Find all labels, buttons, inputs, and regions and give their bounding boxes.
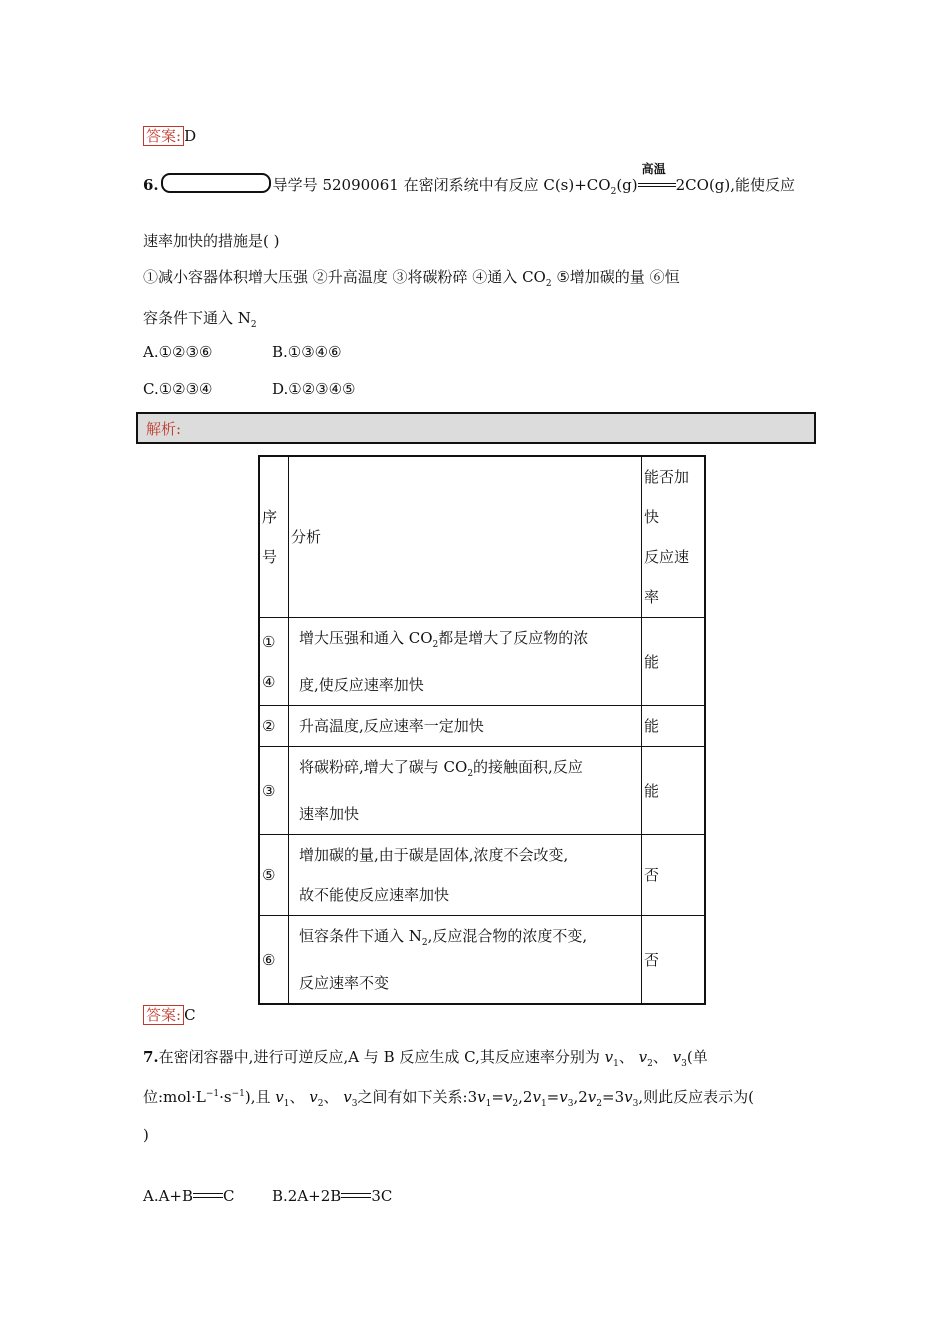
superscript: −1 bbox=[231, 1089, 245, 1099]
stem-text: 之间有如下关系:3 bbox=[357, 1088, 478, 1106]
answer-value: C bbox=[184, 1006, 196, 1024]
row-number: ⑤ bbox=[259, 835, 289, 916]
choice-b: B.①③④⑥ bbox=[272, 343, 342, 361]
row-result: 能 bbox=[642, 747, 706, 835]
stem-text: 位:mol·L bbox=[143, 1088, 206, 1106]
analysis-table bbox=[258, 455, 706, 1005]
q7-choice-a bbox=[143, 1187, 235, 1205]
subscript: 2 bbox=[432, 640, 439, 650]
velocity-symbol: v bbox=[587, 1088, 597, 1106]
separator: 、 bbox=[618, 1048, 634, 1066]
answer-prev-row bbox=[143, 127, 196, 145]
q6-stem-line2: 速率加快的措施是( ) bbox=[143, 232, 280, 250]
velocity-symbol: v bbox=[343, 1088, 352, 1106]
choice-text: B.2A+2B bbox=[272, 1187, 342, 1205]
q7-stem-line3: ) bbox=[143, 1126, 149, 1144]
header-text: 率 bbox=[644, 588, 660, 606]
header-text: 号 bbox=[262, 548, 278, 566]
equals-sign bbox=[638, 183, 676, 187]
header-result bbox=[642, 456, 706, 618]
header-text: 能否加 bbox=[644, 468, 690, 486]
choice-c: C.①②③④ bbox=[143, 380, 213, 398]
row-analysis-line: 反应速率不变 bbox=[299, 974, 390, 992]
row-analysis: 升高温度,反应速率一定加快 bbox=[289, 706, 642, 747]
subscript: 2 bbox=[317, 1099, 324, 1109]
row-number bbox=[259, 618, 289, 706]
velocity-symbol: v bbox=[559, 1088, 568, 1106]
answer-label: 答案: bbox=[143, 126, 184, 146]
subscript: 2 bbox=[610, 187, 617, 197]
velocity-symbol: v bbox=[532, 1088, 541, 1106]
q6-options-line2 bbox=[143, 307, 257, 330]
subscript: 1 bbox=[485, 1099, 492, 1109]
subscript: 3 bbox=[681, 1059, 687, 1069]
subscript: 2 bbox=[250, 320, 257, 330]
row-result: 否 bbox=[642, 835, 706, 916]
velocity-symbol: v bbox=[309, 1088, 318, 1106]
velocity-symbol: v bbox=[477, 1088, 486, 1106]
reaction-condition bbox=[638, 162, 676, 190]
q7-stem-line1 bbox=[143, 1046, 708, 1069]
q6-stem-line1 bbox=[143, 162, 796, 197]
reversible-arrow-icon bbox=[193, 1191, 223, 1201]
subscript: 2 bbox=[421, 938, 428, 948]
subscript: 2 bbox=[647, 1059, 653, 1069]
stem-text: 在密闭容器中,进行可逆反应,A 与 B 反应生成 C,其反应速率分别为 bbox=[158, 1048, 605, 1066]
stem-text: ·s bbox=[219, 1088, 232, 1106]
choice-d: D.①②③④⑤ bbox=[272, 380, 356, 398]
analysis-label: 解析: bbox=[146, 420, 182, 438]
stem-text: ),且 bbox=[244, 1088, 276, 1106]
q6-options-line1 bbox=[143, 266, 680, 289]
row-analysis bbox=[289, 835, 642, 916]
velocity-symbol: v bbox=[604, 1048, 614, 1066]
stem-text: ,则此反应表示为( bbox=[638, 1088, 754, 1106]
velocity-symbol: v bbox=[624, 1088, 633, 1106]
reversible-arrow-icon bbox=[341, 1191, 371, 1201]
q7-stem-line2: 位$:mol\cdot L^{-1}\cdot s^{-1}$),且 $v_1$、 $v_2$、 $v_3$之间有如下关系$:3v_1=v_2,2v_1=v_3,2v_2=3v_3$,则此反应表示为( bbox=[143, 1088, 754, 1109]
cell-text: 都是增大了反应物的浓 bbox=[438, 629, 589, 647]
separator: 、 bbox=[289, 1088, 305, 1106]
answer-value: D bbox=[184, 127, 197, 145]
velocity-symbol: v bbox=[672, 1048, 682, 1066]
superscript: −1 bbox=[205, 1089, 220, 1099]
cell-text: 将碳粉碎,增大了碳与 CO bbox=[299, 758, 468, 776]
row-result: 能 bbox=[642, 618, 706, 706]
choice-text: 3C bbox=[371, 1187, 393, 1205]
stem-text: 在密闭系统中有反应 C(s)+CO bbox=[403, 176, 611, 194]
stem-text: (g) bbox=[616, 176, 638, 194]
row-analysis-line: 度,使反应速率加快 bbox=[299, 676, 424, 694]
condition-label: 高温 bbox=[641, 162, 666, 176]
header-text: 序 bbox=[262, 508, 278, 526]
options-text: ①减小容器体积增大压强 ②升高温度 ③将碳粉碎 ④通入 CO bbox=[143, 268, 546, 286]
stem-text: (单 bbox=[686, 1048, 708, 1066]
row-analysis bbox=[289, 916, 642, 1005]
choice-a: A.①②③⑥ bbox=[143, 343, 213, 361]
subscript: 2 bbox=[596, 1099, 602, 1109]
row-result: 否 bbox=[642, 916, 706, 1005]
question-number: 6. bbox=[143, 176, 159, 194]
analysis-bar bbox=[136, 412, 816, 444]
row-number-text: ④ bbox=[262, 672, 276, 691]
velocity-symbol: v bbox=[503, 1088, 513, 1106]
subscript: 1 bbox=[283, 1099, 290, 1109]
cell-text: 增大压强和通入 CO bbox=[299, 629, 433, 647]
question-number: 7. bbox=[143, 1048, 159, 1066]
table-row bbox=[259, 916, 705, 1005]
header-text: 快 bbox=[644, 508, 660, 526]
answer-label: 答案: bbox=[143, 1005, 184, 1025]
header-text: 反应速 bbox=[644, 548, 690, 566]
guide-number-box bbox=[161, 173, 271, 193]
separator: 、 bbox=[323, 1088, 339, 1106]
row-analysis bbox=[289, 747, 642, 835]
row-analysis-line bbox=[299, 916, 641, 963]
subscript: 2 bbox=[467, 769, 474, 779]
cell-text: 的接触面积,反应 bbox=[473, 758, 583, 776]
guide-number: 导学号 52090061 bbox=[272, 176, 399, 194]
q7-choice-b bbox=[272, 1187, 392, 1205]
table-header-row bbox=[259, 456, 705, 618]
row-analysis-line: 增加碳的量,由于碳是固体,浓度不会改变, bbox=[299, 846, 569, 864]
choice-text: A.A+B bbox=[143, 1187, 194, 1205]
separator: 、 bbox=[652, 1048, 668, 1066]
row-analysis-line: 速率加快 bbox=[299, 805, 360, 823]
velocity-symbol: v bbox=[638, 1048, 648, 1066]
header-number bbox=[259, 456, 289, 618]
row-number: ② bbox=[259, 706, 289, 747]
row-analysis-line bbox=[299, 618, 641, 665]
row-number-text: ① bbox=[262, 632, 276, 651]
subscript: 2 bbox=[512, 1099, 519, 1109]
row-number: ⑥ bbox=[259, 916, 289, 1005]
cell-text: ,反应混合物的浓度不变, bbox=[427, 927, 588, 945]
subscript: 3 bbox=[632, 1099, 639, 1109]
options-text: ⑤增加碳的量 ⑥恒 bbox=[551, 268, 680, 286]
table-row bbox=[259, 618, 705, 706]
row-number: ③ bbox=[259, 747, 289, 835]
velocity-symbol: v bbox=[275, 1088, 284, 1106]
stem-text: 2CO(g),能使反应 bbox=[675, 176, 796, 194]
table-row bbox=[259, 835, 705, 916]
subscript: 3 bbox=[567, 1099, 574, 1109]
choice-text: C bbox=[223, 1187, 235, 1205]
subscript: 1 bbox=[540, 1099, 547, 1109]
options-text: 容条件下通入 N bbox=[143, 309, 251, 327]
row-analysis-line bbox=[299, 747, 641, 794]
table-row bbox=[259, 706, 705, 747]
row-analysis-line: 故不能使反应速率加快 bbox=[299, 886, 450, 904]
subscript: 1 bbox=[613, 1059, 619, 1069]
row-analysis bbox=[289, 618, 642, 706]
table-row bbox=[259, 747, 705, 835]
subscript: 2 bbox=[545, 279, 552, 289]
cell-text: 恒容条件下通入 N bbox=[299, 927, 422, 945]
header-analysis: 分析 bbox=[289, 456, 642, 618]
row-result: 能 bbox=[642, 706, 706, 747]
answer-row bbox=[143, 1006, 196, 1024]
subscript: 3 bbox=[351, 1099, 358, 1109]
